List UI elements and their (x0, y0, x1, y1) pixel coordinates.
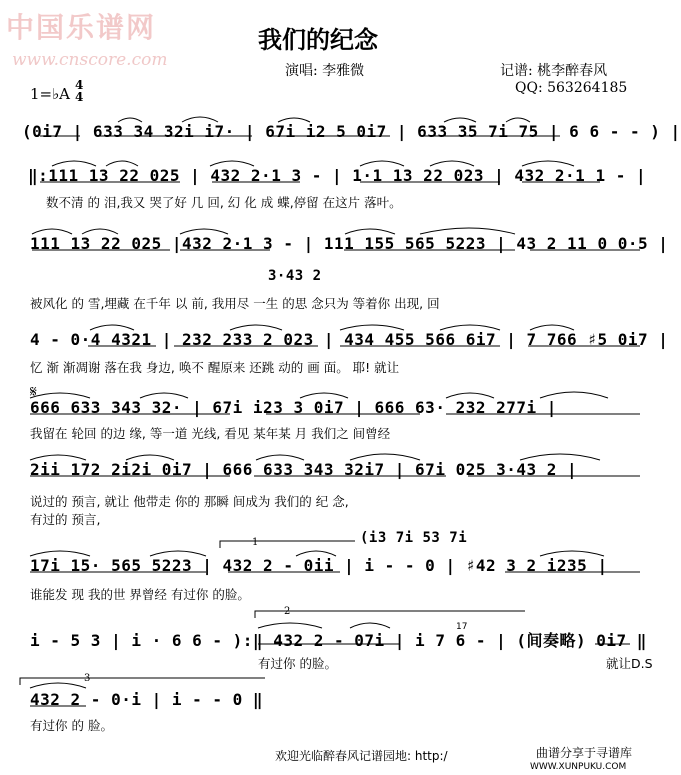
notation-row-3: 111 13 22 025 |432 2·1 3 - | 111 155 565 5223 | 43 2 11 0 0·5 | (30, 234, 669, 253)
lyric-row-6b: 有过的 预言, (30, 512, 101, 527)
lyric-row-6a: 说过的 预言, 就让 他带走 你的 那瞬 间成为 我们的 纪 念, (30, 494, 349, 509)
volta-1-label: 1 (252, 537, 259, 548)
lyric-row-5: 我留在 轮回 的边 缘, 等一道 光线, 看见 某年某 月 我们之 间曾经 (30, 426, 391, 441)
notation-row-6: 2ii 172 2i2i 0i7 | 666 633 343 32i7 | 67i 025 3·43 2 | (30, 460, 578, 479)
segno-sign: 𝄋 (30, 382, 37, 401)
volta-3-label: 3 (84, 673, 91, 684)
lyric-row-2: 数不清 的 泪,我又 哭了好 几 回, 幻 化 成 蝶,停留 在这片 落叶。 (46, 195, 402, 210)
lyric-row-9: 有过你 的 脸。 (30, 718, 113, 733)
ossia-notes: 3·43 2 (268, 268, 322, 284)
footer-share: 曲谱分享于寻谱库 (536, 746, 633, 760)
notation-row-2: ‖:111 13 22 025 | 432 2·1 3 - | 1·1 13 22 023 | 432 2·1 1 - | (28, 166, 647, 185)
volta-2-label: 2 (284, 606, 291, 617)
song-title: 我们的纪念 (258, 26, 378, 54)
time-sig-top: 4 (75, 78, 84, 92)
qq-number: QQ: 563264185 (515, 80, 628, 96)
notation-row-5: 666 633 343 32· | 67i i23 3 0i7 | 666 63· 232 277i | (30, 398, 557, 417)
notation-row-9: 432 2 - 0·i | i - - 0 ‖ (30, 690, 264, 709)
notation-row-8: i - 5 3 | i · 6 6 - ):‖ 432 2 - 07i | i 7 6 - | (间奏略) 0i7 ‖ (30, 631, 647, 650)
footer-share-url: WWW.XUNPUKU.COM (530, 762, 627, 772)
singer-credit: 演唱: 李雅微 (285, 63, 365, 79)
ds-marker: 就让D.S (606, 656, 653, 671)
notation-row-4: 4 - 0·4 4321 | 232 233 2 023 | 434 455 566 6i7 | 7 766 ♯5 0i7 | (30, 330, 669, 349)
notation-row-1: (0i7 | 633 34 32i i7· | 67i i2 5 0i7 | 633 35 7i 75 | 6 6 - - ) | (22, 122, 681, 141)
footer-text: 欢迎光临醉春风记谱园地: http:/ (275, 749, 448, 763)
lyric-row-3: 被风化 的 雪,埋藏 在千年 以 前, 我用尽 一生 的思 念只为 等着你 出现, 回 (30, 296, 440, 311)
notation-row-7: 17i 15· 565 5223 | 432 2 - 0ii | i - - 0 | ♯42 3 2 i235 | (30, 556, 608, 575)
lyric-row-7: 谁能发 现 我的世 界曾经 有过你 的脸。 (30, 587, 250, 602)
time-sig-bottom: 4 (75, 90, 84, 104)
upper-counterline: (i3 7i 53 7i (360, 530, 468, 546)
transcriber-credit: 记谱: 桃李醉春风 (500, 63, 608, 79)
key-signature: 1=♭A (30, 85, 71, 103)
grace-note-marker: 17 (456, 622, 468, 632)
site-url: www.cnscore.com (12, 50, 168, 70)
site-logo: 中国乐谱网 (6, 11, 157, 44)
lyric-row-8: 有过你 的脸。 (258, 656, 337, 671)
lyric-row-4: 忆 渐 渐凋谢 落在我 身边, 唤不 醒原来 还跳 动的 画 面。 耶! 就让 (30, 360, 400, 375)
